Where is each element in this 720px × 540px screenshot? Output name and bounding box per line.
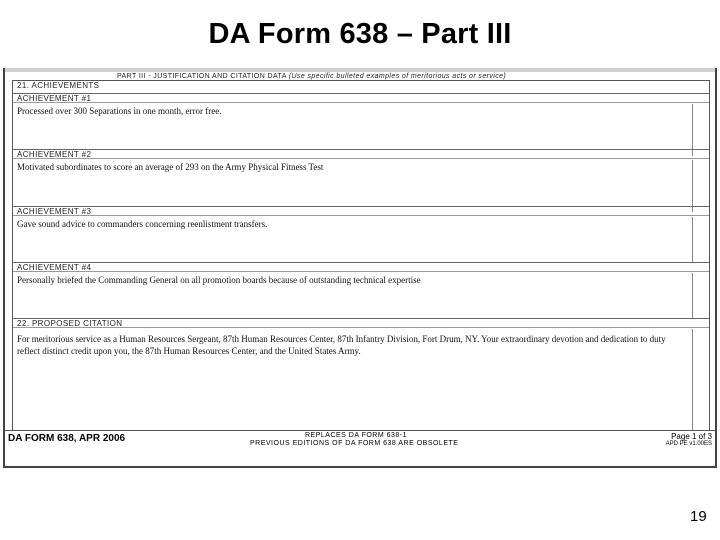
form-footer <box>5 430 715 467</box>
apd-version: APD PE v1.00ES <box>665 441 712 447</box>
citation-text: For meritorious service as a Human Resources Sergeant, 87th Human Resources Center, 87th Infantry Division, Fort Drum, NY. Your extraordinary devotion and dedication to duty reflect distinct credit upon you, the 87th Human Resources Center, and the United States Army. <box>17 334 666 356</box>
achievements-section-label: 21. ACHIEVEMENTS <box>17 81 100 90</box>
achievement-2-label: ACHIEVEMENT #2 <box>13 149 709 159</box>
part-header <box>117 73 506 80</box>
achievement-4-label: ACHIEVEMENT #4 <box>13 262 709 272</box>
replaces-note: REPLACES DA FORM 638-1 <box>305 432 408 439</box>
achievement-1-label: ACHIEVEMENT #1 <box>13 93 709 103</box>
form-scan-image <box>3 68 717 468</box>
form-top-edge <box>5 68 715 72</box>
previous-editions-note: PREVIOUS EDITIONS OF DA FORM 638 ARE OBSOLETE <box>250 440 459 447</box>
form-id: DA FORM 638, APR 2006 <box>8 433 126 444</box>
achievement-2-text: Motivated subordinates to score an average of 293 on the Army Physical Fitness Test <box>17 162 324 172</box>
achievement-3-label: ACHIEVEMENT #3 <box>13 206 709 216</box>
part-header-note: (Use specific bulleted examples of meritorious acts or service) <box>288 73 507 80</box>
slide-page-number: 19 <box>690 508 707 525</box>
page-indicator: Page 1 of 3 <box>671 432 712 441</box>
citation-label: 22. PROPOSED CITATION <box>13 318 709 328</box>
form-body <box>12 80 710 431</box>
part-header-title: PART III - JUSTIFICATION AND CITATION DATA <box>117 73 287 80</box>
slide-title: DA Form 638 – Part III <box>208 18 512 50</box>
achievement-4-text: Personally briefed the Commanding General on all promotion boards because of outstanding technical expertise <box>17 275 421 285</box>
achievement-1-text: Processed over 300 Separations in one month, error free. <box>17 106 222 116</box>
achievement-3-text: Gave sound advice to commanders concerning reenlistment transfers. <box>17 219 268 229</box>
